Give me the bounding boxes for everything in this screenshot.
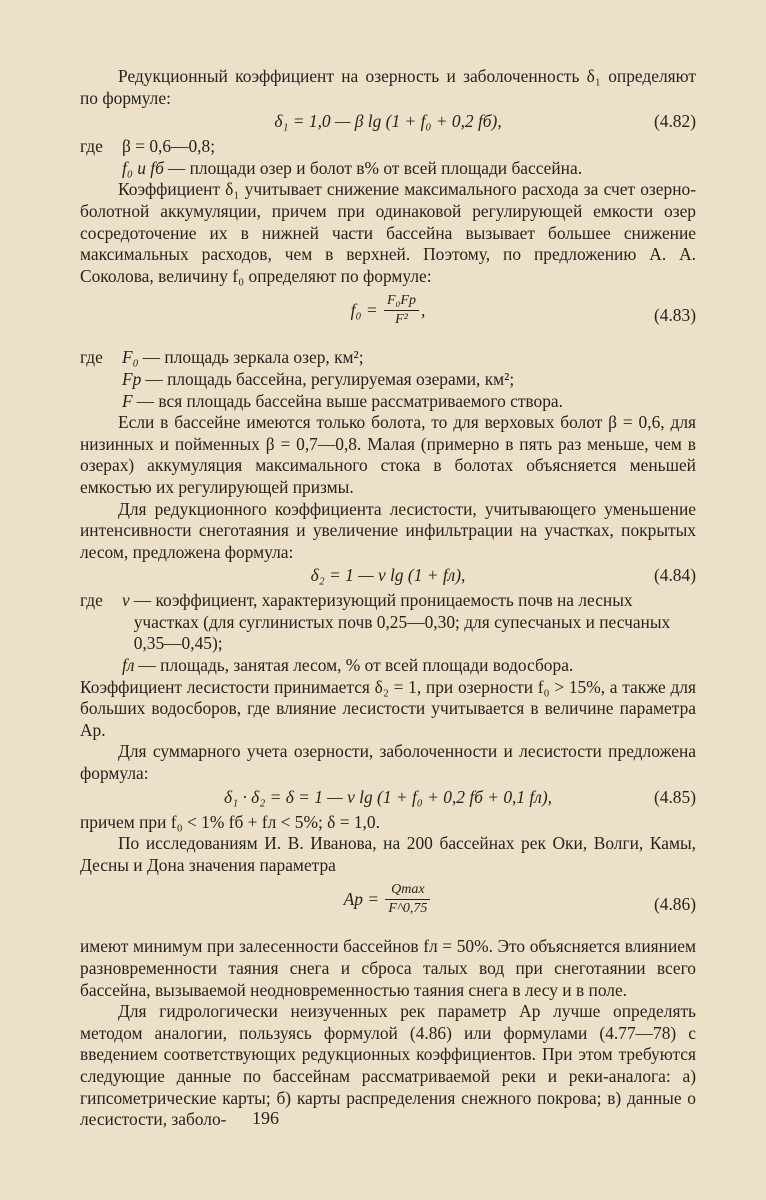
definitions-3 <box>80 590 696 676</box>
definition-text: — вся площадь бассейна выше рассматриваемого створа. <box>136 390 563 411</box>
formula-4-85 <box>80 787 696 809</box>
paragraph-intro: Редукционный коэффициент на озерность и заболоченность δ₁ определяют по формуле: <box>80 66 696 108</box>
paragraph-minimum: имеют минимум при залесенности бассейнов fл = 50%. Это объясняется влиянием разновременности таяния снега и сброса талых вод при снеготаянии всего бассейна, вызываемой неодновременностью таяния снега в лесу и в поле. <box>80 936 696 1000</box>
definition-row <box>80 391 696 413</box>
definitions-1 <box>80 136 696 179</box>
formula-expression: δ₁ · δ₂ = δ = 1 — ν lg (1 + f₀ + 0,2 fб + 0,1 fл), <box>223 786 552 807</box>
formula-4-86 <box>80 882 696 928</box>
denominator: F^0,75 <box>388 901 428 917</box>
definition-row <box>80 369 696 391</box>
paragraph-condition: причем при f₀ < 1% fб + fл < 5%; δ = 1,0. <box>80 811 380 832</box>
definition-symbol: F₀ <box>122 347 139 368</box>
fraction <box>385 882 430 917</box>
formula-4-83 <box>80 293 696 339</box>
page-number: 196 <box>252 1108 279 1128</box>
definition-text: — коэффициент, характеризующий проницаемость почв на лесных участках (для суглинистых почв 0,25—0,30; для супесчаных и песчаных 0,35—0,45); <box>133 590 671 654</box>
formula-number: (4.82) <box>653 111 696 132</box>
definition-symbol: F <box>122 390 133 411</box>
paragraph-ivanov: По исследованиям И. В. Иванова, на 200 бассейнах рек Оки, Волги, Камы, Десны и Дона значения параметра <box>80 833 696 875</box>
denominator: F² <box>395 312 408 328</box>
formula-4-84 <box>80 565 696 587</box>
definition-row <box>80 655 696 677</box>
where-label: где <box>80 590 103 611</box>
formula-number: (4.86) <box>653 894 696 915</box>
definition-text: — площадь, занятая лесом, % от всей площади водосбора. <box>138 655 574 676</box>
definition-row <box>80 590 696 655</box>
formula-number: (4.85) <box>653 786 696 807</box>
definition-symbol: fл <box>122 655 135 676</box>
definition-row <box>80 158 696 180</box>
where-label: где <box>80 347 103 368</box>
paragraph-bogs: Если в бассейне имеются только болота, то для верховых болот β = 0,6, для низинных и пойменных β = 0,7—0,8. Малая (примерно в пять раз меньше, чем в озерах) аккумуляция максимального стока в болотах объясняется меньшей емкостью их регулирующей призмы. <box>80 412 696 497</box>
formula-number: (4.84) <box>653 565 696 586</box>
numerator: Qmax <box>385 882 430 900</box>
numerator: F₀Fр <box>384 293 419 311</box>
formula-4-82 <box>80 111 696 133</box>
definition-text: — площадь зеркала озер, км²; <box>142 347 364 368</box>
paragraph-forest-coefficient: Коэффициент лесистости принимается δ₂ = 1, при озерности f₀ > 15%, а также для больших водосборов, где влияние лесистости учитывается в величине параметра Aр. <box>80 676 696 740</box>
definition-row <box>80 347 696 369</box>
formula-expression: δ₂ = 1 — ν lg (1 + fл), <box>310 565 466 586</box>
definition-text: β = 0,6—0,8; <box>122 136 216 157</box>
definition-symbol: Fр <box>122 368 142 389</box>
where-label: где <box>80 136 103 157</box>
paragraph-analogy: Для гидрологически неизученных рек параметр Aр лучше определять методом аналогии, пользуясь формулой (4.86) или формулами (4.77—78) с введением соответствующих редукционных коэффициентов. При этом требуются следующие данные по бассейнам рассматриваемой реки и реки-аналога: а) гипсометрические карты; б) карты распределения снежного покрова; в) данные о лесистости, заболо- <box>80 1001 696 1130</box>
formula-expression: δ₁ = 1,0 — β lg (1 + f₀ + 0,2 fб), <box>274 111 502 132</box>
definition-symbol: ν <box>122 590 130 611</box>
page-body <box>80 66 696 1131</box>
fraction <box>384 293 419 328</box>
formula-expression: f₀ = $\frac{\text{F₀Fр}}{\text{F²}}$ , <box>350 293 426 328</box>
formula-expression: Aр = $\frac{Qmax}{F\^{}0,75}$ <box>80 882 696 917</box>
definition-symbol: f₀ и fб <box>122 157 164 178</box>
paragraph-forest: Для редукционного коэффициента лесистости, учитывающего уменьшение интенсивности снеготаяния и увеличение инфильтрации на участках, покрытых лесом, предложена формула: <box>80 498 696 562</box>
paragraph-accumulation: Коэффициент δ₁ учитывает снижение максимального расхода за счет озерно-болотной аккумуляции, причем при одинаковой регулирующей емкости озер сосредоточение их в нижней части бассейна вызывает большее снижение максимальных расходов, чем в верхней. Поэтому, по предложению А. А. Соколова, величину f₀ определяют по формуле: <box>80 179 696 286</box>
definition-text: — площадь бассейна, регулируемая озерами, км²; <box>145 368 515 389</box>
formula-number: (4.83) <box>653 305 696 326</box>
definition-row <box>80 136 696 158</box>
definition-text: — площади озер и болот в% от всей площади бассейна. <box>167 157 583 178</box>
definitions-2 <box>80 347 696 412</box>
paragraph-summary: Для суммарного учета озерности, заболоченности и лесистости предложена формула: <box>80 741 696 784</box>
